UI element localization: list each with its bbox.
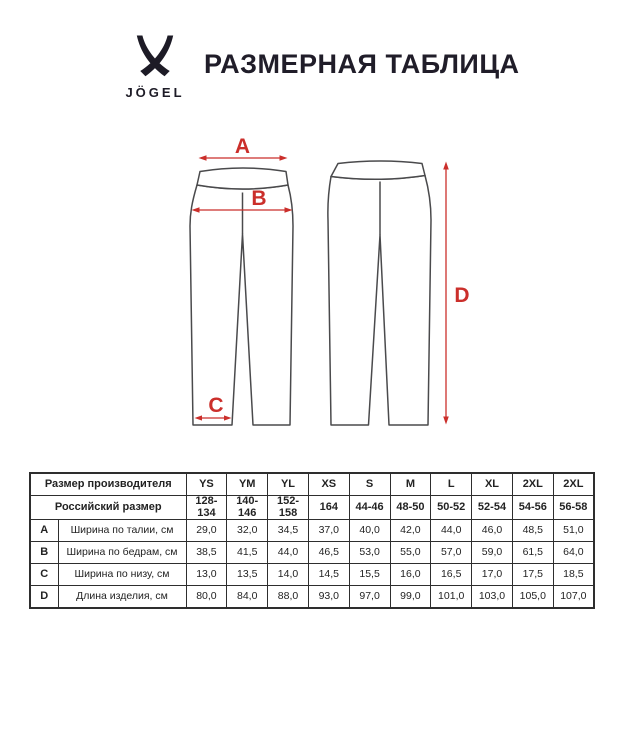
cell-value: 14,0 (268, 564, 309, 586)
russian-size-label: Российский размер (30, 496, 186, 520)
pants-size-diagram (150, 130, 480, 450)
pants-front-view (190, 168, 293, 425)
size-header: L (431, 473, 472, 496)
size-table-container (29, 472, 595, 609)
size-header: YL (268, 473, 309, 496)
russian-size-row (30, 496, 594, 520)
measurement-row-a (30, 520, 594, 542)
cell-value: 13,0 (186, 564, 227, 586)
size-header: 2XL (512, 473, 553, 496)
russian-size: 54-56 (512, 496, 553, 520)
page-title: РАЗМЕРНАЯ ТАБЛИЦА (204, 49, 520, 79)
row-letter: D (30, 586, 58, 609)
size-header: M (390, 473, 431, 496)
cell-value: 101,0 (431, 586, 472, 609)
brand-logo-icon (129, 34, 181, 82)
cell-value: 88,0 (268, 586, 309, 609)
cell-value: 51,0 (553, 520, 594, 542)
cell-value: 64,0 (553, 542, 594, 564)
cell-value: 38,5 (186, 542, 227, 564)
size-header: XL (472, 473, 513, 496)
brand-logo (114, 34, 196, 100)
size-header: 2XL (553, 473, 594, 496)
cell-value: 57,0 (431, 542, 472, 564)
cell-value: 48,5 (512, 520, 553, 542)
cell-value: 99,0 (390, 586, 431, 609)
cell-value: 18,5 (553, 564, 594, 586)
dim-d-label: D (454, 284, 470, 307)
size-header: YS (186, 473, 227, 496)
row-label: Длина изделия, см (58, 586, 186, 609)
cell-value: 17,5 (512, 564, 553, 586)
cell-value: 105,0 (512, 586, 553, 609)
cell-value: 41,5 (227, 542, 268, 564)
cell-value: 34,5 (268, 520, 309, 542)
cell-value: 55,0 (390, 542, 431, 564)
cell-value: 32,0 (227, 520, 268, 542)
russian-size: 50-52 (431, 496, 472, 520)
cell-value: 46,5 (308, 542, 349, 564)
cell-value: 14,5 (308, 564, 349, 586)
cell-value: 80,0 (186, 586, 227, 609)
russian-size: 44-46 (349, 496, 390, 520)
row-label: Ширина по талии, см (58, 520, 186, 542)
cell-value: 103,0 (472, 586, 513, 609)
cell-value: 17,0 (472, 564, 513, 586)
dim-c-label: C (208, 394, 224, 417)
russian-size: 140-146 (227, 496, 268, 520)
cell-value: 44,0 (268, 542, 309, 564)
size-table (29, 472, 595, 609)
row-label: Ширина по низу, см (58, 564, 186, 586)
cell-value: 97,0 (349, 586, 390, 609)
size-header: YM (227, 473, 268, 496)
row-letter: C (30, 564, 58, 586)
manufacturer-size-row (30, 473, 594, 496)
brand-wordmark: JÖGEL (125, 85, 185, 100)
cell-value: 37,0 (308, 520, 349, 542)
cell-value: 15,5 (349, 564, 390, 586)
cell-value: 40,0 (349, 520, 390, 542)
cell-value: 42,0 (390, 520, 431, 542)
manufacturer-size-label: Размер производителя (30, 473, 186, 496)
pants-back-view (328, 161, 431, 425)
cell-value: 59,0 (472, 542, 513, 564)
dim-d-arrow (443, 162, 449, 425)
cell-value: 46,0 (472, 520, 513, 542)
cell-value: 93,0 (308, 586, 349, 609)
russian-size: 164 (308, 496, 349, 520)
row-label: Ширина по бедрам, см (58, 542, 186, 564)
russian-size: 128-134 (186, 496, 227, 520)
cell-value: 16,5 (431, 564, 472, 586)
cell-value: 53,0 (349, 542, 390, 564)
row-letter: B (30, 542, 58, 564)
cell-value: 84,0 (227, 586, 268, 609)
russian-size: 56-58 (553, 496, 594, 520)
size-header: S (349, 473, 390, 496)
cell-value: 61,5 (512, 542, 553, 564)
russian-size: 48-50 (390, 496, 431, 520)
cell-value: 13,5 (227, 564, 268, 586)
measurement-row-c (30, 564, 594, 586)
row-letter: A (30, 520, 58, 542)
measurement-row-b (30, 542, 594, 564)
dim-a-label: A (234, 135, 251, 158)
dim-b-label: B (251, 187, 267, 210)
cell-value: 44,0 (431, 520, 472, 542)
russian-size: 52-54 (472, 496, 513, 520)
size-header: XS (308, 473, 349, 496)
russian-size: 152-158 (268, 496, 309, 520)
cell-value: 107,0 (553, 586, 594, 609)
measurement-row-d (30, 586, 594, 609)
cell-value: 29,0 (186, 520, 227, 542)
cell-value: 16,0 (390, 564, 431, 586)
